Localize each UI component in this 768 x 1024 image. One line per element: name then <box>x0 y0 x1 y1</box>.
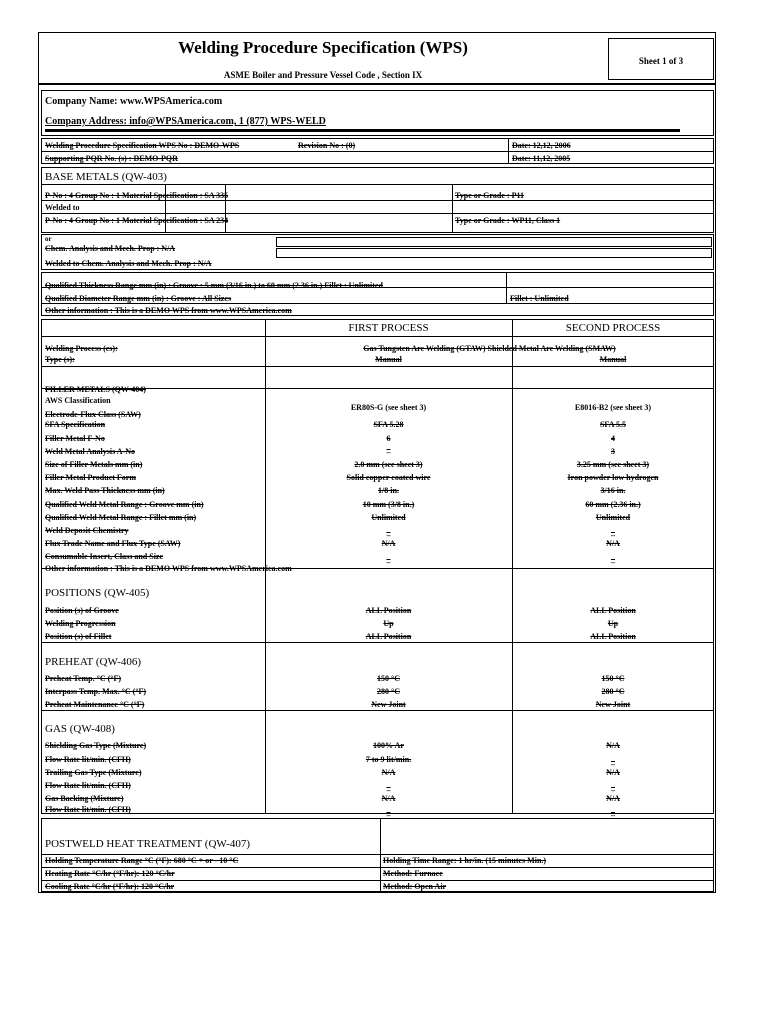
second-process-header: SECOND PROCESS <box>565 322 661 334</box>
filler-row-label: Filler Metal Product Form <box>45 473 137 482</box>
type-first: Manual <box>375 355 402 364</box>
document-subtitle: ASME Boiler and Pressure Vessel Code , Section IX <box>223 70 423 80</box>
pwht-rule-2 <box>41 867 714 868</box>
gas-row-second: N/A <box>606 741 620 750</box>
filler-row-second: 3 <box>611 447 615 456</box>
company-name: Company Name: www.WPSAmerica.com <box>45 96 223 107</box>
filler-rule-bottom <box>41 568 714 569</box>
filler-row-second: SFA 5.5 <box>599 420 627 429</box>
chem-analysis: Chem. Analysis and Mech. Prop : N/A <box>45 244 176 253</box>
gas-row-label: Shielding Gas Type (Mixture) <box>45 741 147 750</box>
filler-row-label: Qualified Weld Metal Range : Groove mm (in) <box>45 500 204 509</box>
preheat-row-first: New Joint <box>371 700 406 709</box>
gas-row-first: _ <box>386 808 391 817</box>
holding-temperature: Holding Temperature Range °C (°F): 680 °C + or - 10 °C <box>45 856 239 865</box>
gas-row-label: Flow Rate lit/min. (CFH) <box>45 805 131 814</box>
first-process-header: FIRST PROCESS <box>348 322 429 334</box>
pwht-heading: POSTWELD HEAT TREATMENT (QW-407) <box>45 838 251 850</box>
base-rule-1 <box>41 184 714 185</box>
process-col-divider-2 <box>512 319 513 814</box>
filler-row-second: _ <box>611 528 615 537</box>
filler-row-first: SFA 5.28 <box>373 420 404 429</box>
gas-heading: GAS (QW-408) <box>45 723 115 735</box>
positions-row-second: ALL Position <box>590 606 636 615</box>
gas-row-first: _ <box>386 783 391 792</box>
base-metals-heading: BASE METALS (QW-403) <box>45 171 167 183</box>
preheat-row-second: 150 °C <box>601 674 625 683</box>
filler-rule-top <box>41 388 714 389</box>
thickness-rule-2 <box>41 303 714 304</box>
filler-row-first: 2.0 mm (see sheet 3) <box>354 460 423 469</box>
filler-row-second: 60 mm (2.36 in.) <box>585 500 641 509</box>
cooling-rate: Cooling Rate °C/hr (°F/hr): 120 °C/hr <box>45 882 175 891</box>
filler-row-second: Unlimited <box>595 513 631 522</box>
filler-row-label: Qualified Weld Metal Range : Fillet mm (in) <box>45 513 197 522</box>
filler-row-second: 4 <box>611 434 615 443</box>
filler-row-label: Size of Filler Metals mm (in) <box>45 460 143 469</box>
filler-row-first: _ <box>386 555 391 564</box>
gas-row-first: 7 to 9 lit/min. <box>365 755 412 764</box>
base-metal-1: P-No : 4 Group No : 1 Material Specification : SA 335 <box>45 191 229 200</box>
filler-row-second: 3.25 mm (see sheet 3) <box>576 460 650 469</box>
positions-row-label: Welding Progression <box>45 619 116 628</box>
filler-row-second: E8016-B2 (see sheet 3) <box>574 403 652 412</box>
filler-row-second: 3/16 in. <box>600 486 626 495</box>
welded-to-label: Welded to <box>45 203 80 212</box>
filler-row-label: Max. Weld Pass Thickness mm (in) <box>45 486 165 495</box>
gas-row-second: _ <box>611 783 615 792</box>
gas-row-second: _ <box>611 757 615 766</box>
company-address: Company Address: info@WPSAmerica.com, 1 (877) WPS-WELD <box>45 116 326 127</box>
sheet-number: Sheet 1 of 3 <box>638 56 684 66</box>
positions-row-first: ALL Position <box>365 606 412 615</box>
preheat-row-second: New Joint <box>595 700 631 709</box>
preheat-heading: PREHEAT (QW-406) <box>45 656 142 668</box>
welding-process-label: Welding Process (es): <box>45 344 118 353</box>
or-label: or <box>45 235 52 243</box>
filler-row-first: _ <box>386 528 391 537</box>
wps-revision: Revision No : (0) <box>298 141 356 150</box>
aws-classification-label: AWS Classification <box>45 396 111 405</box>
diameter-fillet: Fillet : Unlimited <box>510 294 569 303</box>
wps-number: Welding Procedure Specification WPS No : DEMO-WPS <box>45 141 240 150</box>
filler-row-label: Filler Metal F-No <box>45 434 105 443</box>
filler-row-label: Electrode-Flux Class (SAW) <box>45 410 141 419</box>
positions-rule <box>41 642 714 643</box>
positions-row-first: Up <box>383 619 394 628</box>
filler-row-first: Unlimited <box>371 513 406 522</box>
chem-inner-box-1 <box>276 237 712 247</box>
positions-row-second: ALL Position <box>590 632 636 641</box>
base-metal-2: P-No : 4 Group No : 1 Material Specification : SA 234 <box>45 216 229 225</box>
filler-metals-heading: FILLER METALS (QW-404) <box>45 385 146 394</box>
filler-row-label: Consumable Insert, Class and Size <box>45 552 164 561</box>
type-second: Manual <box>599 355 627 364</box>
preheat-row-first: 280 °C <box>377 687 400 696</box>
preheat-row-label: Interpass Temp. Max. °C (°F) <box>45 687 147 696</box>
pqr-date: Date: 11,12, 2005 <box>512 154 571 163</box>
thickness-range: Qualified Thickness Range mm (in) : Groove : 5 mm (3/16 in.) to 60 mm (2.36 in.) Fillet : Unlimited <box>45 281 383 290</box>
gas-row-second: N/A <box>606 768 620 777</box>
filler-row-label: Weld Metal Analysis A-No <box>45 447 136 456</box>
company-address-rule <box>45 129 680 132</box>
filler-row-first: 1/8 in. <box>378 486 399 495</box>
preheat-row-first: 150 °C <box>377 674 400 683</box>
gas-row-first: N/A <box>381 794 396 803</box>
filler-row-label: Weld Deposit Chemistry <box>45 526 129 535</box>
positions-row-label: Position (s) of Fillet <box>45 632 112 641</box>
diameter-range: Qualified Diameter Range mm (in) : Groove : All Sizes <box>45 294 232 303</box>
base-type-2: Type or Grade : WP11, Class 1 <box>455 216 561 225</box>
process-header-rule <box>41 336 714 337</box>
pwht-rule-1 <box>41 854 714 855</box>
preheat-row-second: 280 °C <box>601 687 625 696</box>
cooling-method: Method: Open Air <box>383 882 447 891</box>
gas-row-label: Flow Rate lit/min. (CFH) <box>45 781 131 790</box>
positions-row-label: Position (s) of Groove <box>45 606 119 615</box>
base-type-1: Type or Grade : P11 <box>455 191 525 200</box>
positions-row-first: ALL Position <box>365 632 412 641</box>
filler-row-first: _ <box>386 445 391 454</box>
positions-row-second: Up <box>607 619 619 628</box>
wps-date: Date: 12,12, 2006 <box>512 141 571 150</box>
preheat-row-label: Preheat Maintenance °C (°F) <box>45 700 145 709</box>
welded-chem-analysis: Welded to Chem. Analysis and Mech. Prop : N/A <box>45 259 212 268</box>
gas-row-second: _ <box>611 808 615 817</box>
base-rule-2 <box>41 200 714 201</box>
gas-row-second: N/A <box>606 794 620 803</box>
process-rule <box>41 366 714 367</box>
wps-info-rule <box>41 151 714 152</box>
base-other-info: Other information : This is a DEMO WPS from www.WPSAmerica.com <box>45 306 292 315</box>
gas-row-label: Trailing Gas Type (Mixture) <box>45 768 142 777</box>
pqr-number: Supporting PQR No. (s) : DEMO-PQR <box>45 154 178 163</box>
preheat-row-label: Preheat Temp. °C (°F) <box>45 674 122 683</box>
base-rule-3 <box>41 213 714 214</box>
preheat-rule <box>41 710 714 711</box>
gas-row-first: N/A <box>381 768 396 777</box>
type-label: Type (s): <box>45 355 75 364</box>
positions-heading: POSITIONS (QW-405) <box>45 587 150 599</box>
gas-row-label: Gas Backing (Mixture) <box>45 794 124 803</box>
holding-time: Holding Time Range: 1 hr/in. (15 minutes Min.) <box>383 856 547 865</box>
gas-row-label: Flow Rate lit/min. (CFH) <box>45 755 131 764</box>
gas-row-first: 100% Ar <box>373 741 404 750</box>
pwht-rule-3 <box>41 880 714 881</box>
filler-other-info: Other information : This is a DEMO WPS from www.WPSAmerica.com <box>45 564 292 573</box>
filler-row-second: Iron powder low hydrogen <box>567 473 659 482</box>
thickness-divider <box>506 272 507 303</box>
filler-row-second: _ <box>611 555 615 564</box>
filler-row-first: ER80S-G (see sheet 3) <box>350 403 427 412</box>
filler-row-label: Flux Trade Name and Flux Type (SAW) <box>45 539 181 548</box>
heating-method: Method: Furnace <box>383 869 443 878</box>
chem-inner-box-2 <box>276 248 712 258</box>
welding-process-value: Gas Tungsten Arc Welding (GTAW) Shielded Metal Arc Welding (SMAW) <box>363 344 616 353</box>
filler-row-first: Solid copper coated wire <box>346 473 431 482</box>
filler-row-first: 10 mm (3/8 in.) <box>362 500 415 509</box>
filler-row-label: SFA Specification <box>45 420 106 429</box>
heating-rate: Heating Rate °C/hr (°F/hr): 120 °C/hr <box>45 869 175 878</box>
filler-row-first: N/A <box>381 539 396 548</box>
filler-row-second: N/A <box>606 539 620 548</box>
filler-row-first: 6 <box>386 434 391 443</box>
base-divider-3 <box>452 184 453 233</box>
document-title: Welding Procedure Specification (WPS) <box>178 38 468 57</box>
